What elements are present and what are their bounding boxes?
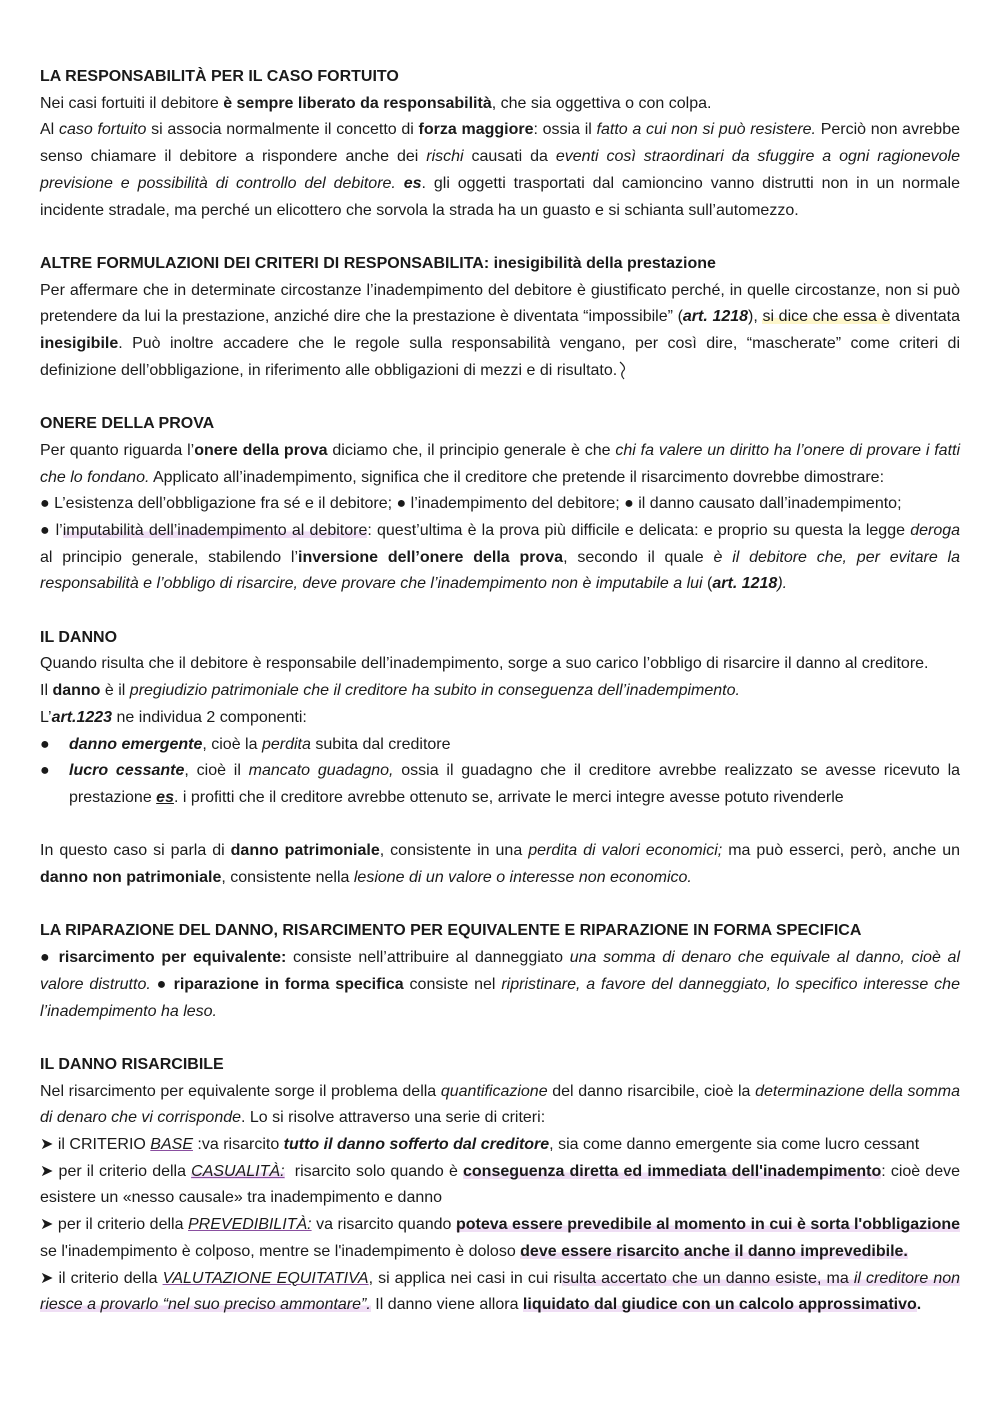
text-run: L’ — [40, 708, 52, 726]
bold-italic-text: art.1223 — [51, 708, 113, 726]
paragraph — [40, 117, 960, 224]
italic-text: una somma di denaro che equivale al danno, cioè al valore distrutto. — [40, 949, 960, 993]
italic-text: caso fortuito — [58, 121, 147, 139]
text-run: ➤ il CRITERIO — [40, 1136, 151, 1154]
text-run: . i profitti che il creditore avrebbe ottenuto se, arrivate le merci integre avesse potuto rivenderle — [173, 788, 844, 806]
text-run: ➤ per il criterio della — [40, 1216, 188, 1234]
paragraph — [40, 705, 960, 732]
paragraph — [40, 438, 960, 491]
text-run: subita dal creditore — [310, 735, 451, 753]
text-run: , secondo il quale — [563, 548, 714, 566]
italic-underlined-text: PREVEDIBILITÀ: — [188, 1216, 312, 1234]
text-run: Perciò non avrebbe senso chiamare il debitore a rispondere anche dei — [40, 121, 961, 166]
list-item — [40, 732, 960, 759]
highlighted-text: sulta accertato che un danno esiste, ma — [562, 1269, 854, 1287]
bold-italic-text: lucro cessante — [69, 762, 185, 780]
document-page — [40, 64, 960, 1319]
paragraph: ● L’esistenza dell’obbligazione fra sé e il debitore; ● l’inadempimento del debitore; ● il danno causato dall’inadempimento; — [40, 495, 902, 513]
italic-text: rischi — [426, 148, 464, 166]
text-run: ( — [702, 575, 713, 593]
paragraph — [40, 278, 960, 385]
text-run: risarcito solo quando è — [284, 1162, 463, 1180]
italic-text: ). — [777, 575, 788, 593]
paragraph — [40, 678, 960, 705]
bullet-icon: ● — [40, 735, 50, 753]
text-run: : quest’ultima è la prova più difficile e delicata: e proprio su questa la legge — [367, 521, 911, 539]
section-title-riparazione: LA RIPARAZIONE DEL DANNO, RISARCIMENTO PER EQUIVALENTE E RIPARAZIONE IN FORMA SPECIFICA — [40, 922, 862, 940]
text-run: del danno risarcibile, cioè la — [547, 1082, 756, 1100]
text-run: Il danno viene allora — [370, 1296, 523, 1314]
italic-underlined-text: BASE — [150, 1136, 193, 1154]
highlighted-text: si dice che essa è — [762, 308, 891, 326]
spacer — [40, 224, 960, 251]
text-run: diciamo che, il principio generale è che — [327, 441, 616, 459]
text-run: , consistente in una — [379, 842, 529, 860]
bold-highlighted-text: poteva essere prevedibile al momento in cui è sorta l'obbligazione — [455, 1216, 961, 1234]
paragraph — [40, 518, 960, 598]
section-title-danno: IL DANNO — [40, 628, 118, 646]
text-run: va risarcito quando — [311, 1216, 456, 1234]
text-run: . Può inoltre accadere che le regole sulla responsabilità vengano, per così dire, “mascherate” come criteri di definizione dell’obbligazione, in riferimento alle obbligazioni di mezzi e di risultato. — [40, 335, 960, 379]
list-item-text — [69, 758, 960, 811]
italic-text: eventi così straordinari da sfuggire a ogni ragionevole previsione e possibilità di controllo del debitore. — [40, 148, 961, 192]
italic-text: determinazione della somma di denaro che vi corrisponde — [40, 1082, 961, 1127]
handwritten-mark-icon — [617, 359, 629, 381]
bold-text: danno — [52, 682, 101, 700]
text-run: Nei casi fortuiti il debitore — [40, 94, 224, 112]
text-run: ● — [150, 975, 174, 993]
text-run: Al — [40, 121, 59, 139]
text-run: ma può esserci, però, anche un — [722, 842, 961, 860]
criterion-base — [40, 1132, 960, 1159]
text-run: ossia il guadagno che il creditore avrebbe realizzato se avesse ricevuto la prestazione — [69, 762, 961, 806]
text-run: In questo caso si parla di — [40, 842, 231, 860]
spacer — [40, 1025, 960, 1052]
text-run: al principio generale, stabilendo l’ — [40, 548, 299, 566]
text-run: Nel risarcimento per equivalente sorge il problema della — [40, 1082, 441, 1100]
bold-italic-text: art. 1218 — [682, 308, 749, 326]
italic-underlined-text: VALUTAZIONE EQUITATIVA — [162, 1269, 369, 1287]
paragraph — [40, 91, 960, 118]
spacer — [40, 598, 960, 625]
text-run: Per affermare che in determinate circostanze l’inadempimento del debitore è giustificato perché, in quelle circostanze, non si può pretendere da lui la prestazione, anziché dire che la prestazione è diventata “impossibile” ( — [40, 281, 960, 326]
section-title-onere-prova: ONERE DELLA PROVA — [40, 415, 215, 433]
bold-text: danno non patrimoniale — [40, 869, 222, 887]
italic-text: perdita — [261, 735, 311, 753]
text-run: , che sia oggettiva o con colpa. — [491, 94, 712, 112]
bold-italic-text: art. 1218 — [712, 575, 778, 593]
spacer — [40, 384, 960, 411]
italic-text: deroga — [910, 521, 961, 539]
spacer — [40, 812, 960, 839]
text-run: ne individua 2 componenti: — [112, 708, 307, 726]
text-run: ● — [40, 949, 59, 967]
paragraph — [40, 838, 960, 891]
text-run: , cioè il — [184, 762, 249, 780]
italic-text: ripristinare, a favore del danneggiato, lo specifico interesse che l’inadempimento ha leso. — [40, 975, 960, 1020]
text-run: , consistente nella — [221, 869, 354, 887]
italic-text: mancato guadagno, — [248, 762, 394, 780]
bold-text: forza maggiore — [418, 121, 534, 139]
text-run: ● l’ — [40, 521, 63, 539]
bold-text: inversione dell’onere della prova — [298, 548, 564, 566]
bold-text: onere della prova — [194, 441, 328, 459]
bold-highlighted-text: deve essere risarcito anche il danno imprevedibile. — [520, 1242, 908, 1260]
bold-text: inesigibile — [40, 335, 119, 353]
bold-text: è sempre liberato da responsabilità — [223, 94, 492, 112]
text-run: Per quanto riguarda l’ — [40, 441, 195, 459]
text-run: ➤ per il criterio della — [40, 1162, 192, 1180]
italic-text: pregiudizio patrimoniale che il creditore ha subito in conseguenza dell’inadempimento. — [129, 682, 740, 700]
italic-underlined-text: CASUALITÀ: — [191, 1162, 285, 1180]
section-title-caso-fortuito: LA RESPONSABILITÀ PER IL CASO FORTUITO — [40, 68, 399, 85]
spacer — [40, 892, 960, 919]
criterion-prevedibilita — [40, 1212, 960, 1265]
italic-text: perdita di valori economici; — [528, 842, 723, 860]
text-run: Applicato all’inadempimento, significa che il creditore che pretende il risarcimento dovrebbe dimostrare: — [149, 468, 885, 486]
text-run: causati da — [463, 148, 556, 166]
italic-text: fatto a cui non si può resistere. — [596, 121, 817, 139]
bold-italic-text: danno emergente — [69, 735, 203, 753]
text-run: : ossia il — [533, 121, 597, 139]
text-run: , si applica nei casi in cui ri — [368, 1269, 563, 1287]
italic-text: lesione di un valore o interesse non economico. — [353, 869, 692, 887]
highlighted-text: imputabilità dell’inadempimento al debitore — [62, 521, 368, 539]
text-run: se l'inadempimento è colposo, mentre se l'inadempimento è doloso — [40, 1242, 521, 1260]
list-item — [40, 758, 960, 811]
list-item-text — [69, 732, 960, 759]
bold-italic-text: es — [403, 174, 422, 192]
italic-text: è il debitore che, per evitare la responsabilità e l’obbligo di risarcire, deve provare che l’inadempimento non è imputabile a lui — [40, 548, 961, 593]
text-run: . Lo si risolve attraverso una serie di criteri: — [241, 1109, 546, 1127]
bold-text: danno patrimoniale — [230, 842, 380, 860]
text-run: diventata — [890, 308, 961, 326]
text-run: ➤ il criterio della — [40, 1269, 163, 1287]
text-run: ), — [748, 308, 763, 326]
paragraph — [40, 945, 960, 1025]
section-title-altre-formulazioni: ALTRE FORMULAZIONI DEI CRITERI DI RESPONSABILITA: inesigibilità della prestazione — [40, 254, 716, 272]
section-title-danno-risarcibile: IL DANNO RISARCIBILE — [40, 1055, 224, 1073]
bold-text: risarcimento per equivalente: — [58, 949, 287, 967]
bullet-icon: ● — [40, 762, 50, 780]
text-run: , sia come danno emergente sia come lucro cessant — [549, 1136, 920, 1154]
bold-italic-text: tutto il danno sofferto dal creditore — [283, 1136, 550, 1154]
criterion-valutazione-equitativa — [40, 1266, 960, 1319]
italic-text: chi fa valere un diritto ha l’onere di provare i fatti che lo fondano. — [40, 441, 961, 486]
bold-text: . — [916, 1296, 922, 1314]
paragraph — [40, 1079, 960, 1132]
text-run: : cioè deve esistere un «nesso causale» tra inadempimento e danno — [40, 1162, 961, 1207]
italic-text: quantificazione — [440, 1082, 548, 1100]
paragraph: Quando risulta che il debitore è responsabile dell’inadempimento, sorge a suo carico l’obbligo di risarcire il danno al creditore. — [40, 655, 929, 673]
text-run: , cioè la — [202, 735, 262, 753]
bold-text: riparazione in forma specifica — [173, 975, 404, 993]
text-run: :va risarcito — [192, 1136, 284, 1154]
italic-highlighted-text: il creditore non riesce a provarlo “nel suo preciso ammontare”. — [40, 1269, 961, 1314]
text-run: . gli oggetti trasportati dal camioncino vanno distrutti non in un normale incidente stradale, ma perché un elicottero che sorvola la strada ha un guasto e si schianta sull’automezzo. — [40, 174, 960, 219]
criterion-casualita — [40, 1159, 960, 1212]
text-run: consiste nel — [403, 975, 502, 993]
bold-highlighted-text: liquidato dal giudice con un calcolo approssimativo — [522, 1296, 917, 1314]
bold-italic-text: es — [156, 788, 174, 806]
text-run: è il — [100, 682, 130, 700]
bold-highlighted-text: conseguenza diretta ed immediata dell'inadempimento — [463, 1162, 882, 1180]
text-run: consiste nell’attribuire al danneggiato — [286, 949, 570, 967]
text-run — [396, 175, 404, 192]
text-run: Il — [40, 682, 53, 700]
text-run: si associa normalmente il concetto di — [146, 121, 419, 139]
